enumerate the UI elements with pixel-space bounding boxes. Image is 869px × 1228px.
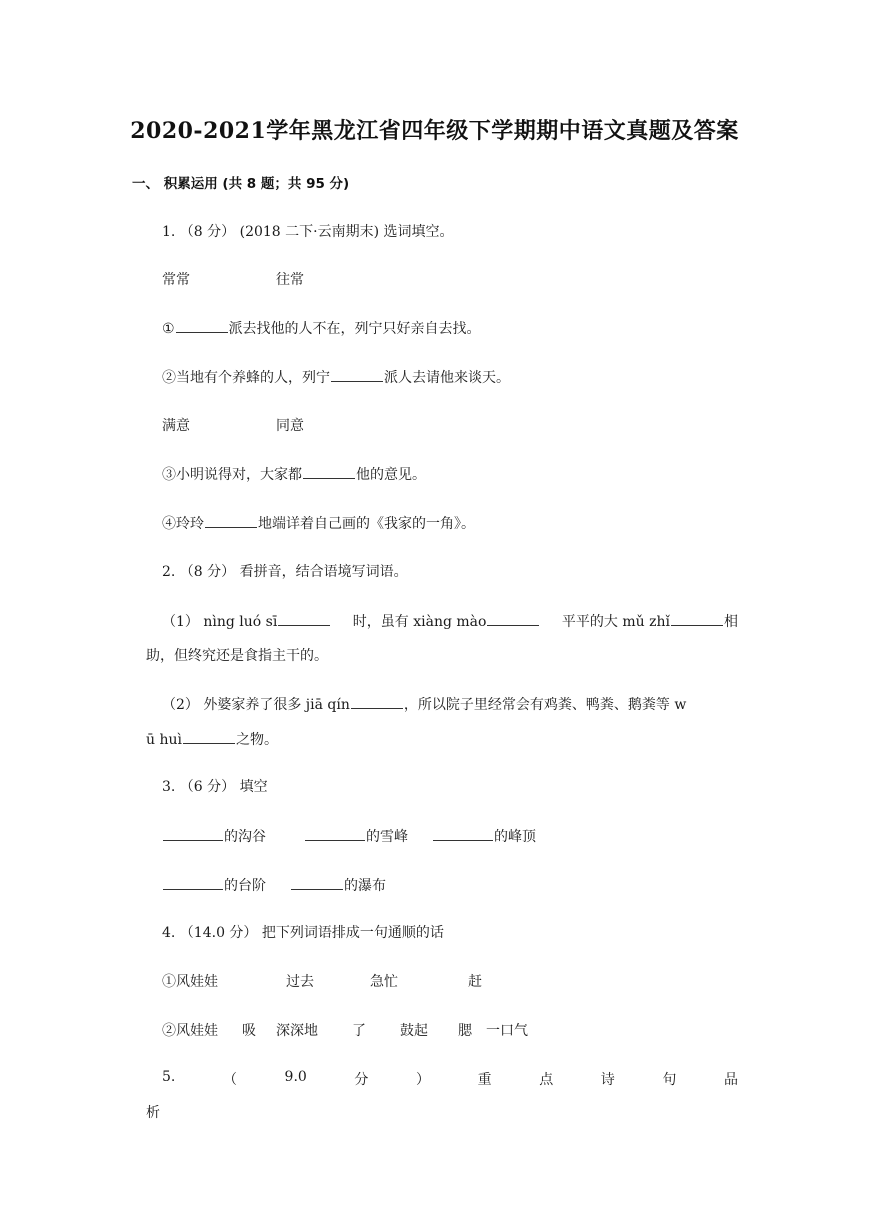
word-choices-1 [162,270,304,290]
sentence-4: ④玲玲 地端详着自己画的《我家的一角》。 [162,513,475,534]
sentence-3: ③小明说得对，大家都 他的意见。 [162,464,426,485]
q2-part2-line1: （2） 外婆家养了很多 jiā qín ，所以院子里经常会有鸡粪、鸭粪、鹅粪等 w [162,694,686,715]
word-choice: 常常 [162,272,190,288]
q4-row1: ①风娃娃 过去 急忙 赶 [162,974,482,990]
question-5-tail: 析 [146,1105,160,1121]
word-choice: 满意 [162,418,190,434]
question-4-header: 4. （14.0 分） 把下列词语排成一句通顺的话 [162,925,444,941]
answer-blank[interactable] [176,318,228,333]
answer-blank[interactable] [305,826,365,841]
question-2-header: 2. （8 分） 看拼音，结合语境写词语。 [162,564,408,580]
answer-blank[interactable] [433,826,493,841]
question-5-header: 5. （ 9.0 分 ） 重 点 诗 句 品 [162,1069,738,1088]
answer-blank[interactable] [331,367,383,382]
word-choice: 往常 [276,272,304,288]
answer-blank[interactable] [291,875,343,890]
answer-blank[interactable] [671,611,723,626]
word-choice: 同意 [276,418,304,434]
answer-blank[interactable] [487,611,539,626]
answer-blank[interactable] [278,611,330,626]
word-choices-2 [162,416,304,436]
answer-blank[interactable] [205,513,257,528]
q3-row1: 的沟谷 的雪峰 的峰顶 [162,826,536,847]
q2-part1-line1: （1） nìng luó sī 时，虽有 xiàng mào 平平的大 mǔ zhǐ 相 [162,611,738,631]
section-heading: 一、 积累运用 (共 8 题；共 95 分) [132,176,350,192]
page-title: 2020-2021学年黑龙江省四年级下学期期中语文真题及答案 [130,118,739,144]
q4-row2: ②风娃娃 吸 深深地 了 鼓起 腮 一口气 [162,1023,528,1039]
q3-row2: 的台阶 的瀑布 [162,875,386,896]
q2-part1-line2: 助，但终究还是食指主干的。 [146,648,328,664]
sentence-2: ②当地有个养蜂的人，列宁 派人去请他来谈天。 [162,367,510,388]
answer-blank[interactable] [303,464,355,479]
answer-blank[interactable] [183,729,235,744]
sentence-1: ① 派去找他的人不在，列宁只好亲自去找。 [162,318,481,339]
answer-blank[interactable] [163,875,223,890]
question-3-header: 3. （6 分） 填空 [162,779,268,795]
answer-blank[interactable] [351,694,403,709]
q2-part2-line2: ū huì 之物。 [146,729,278,750]
question-1-header: 1. （8 分） (2018 二下·云南期末) 选词填空。 [162,224,454,240]
answer-blank[interactable] [163,826,223,841]
